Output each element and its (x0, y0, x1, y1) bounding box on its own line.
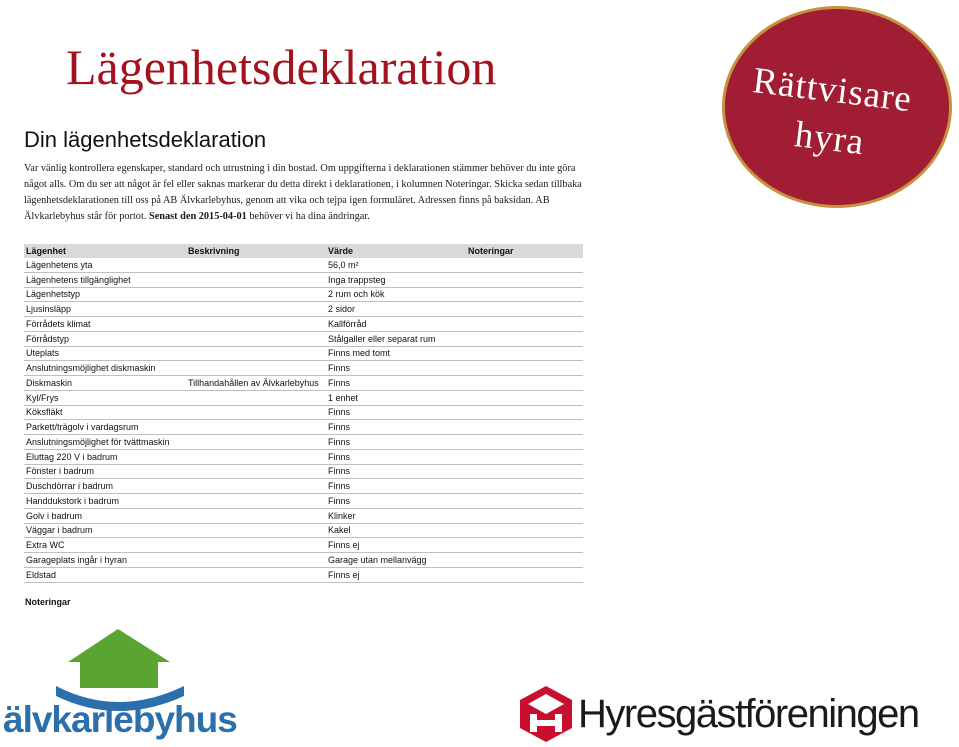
table-row (24, 258, 583, 272)
cell-noteringar (466, 376, 583, 391)
cell-noteringar (466, 258, 583, 272)
cell-lagenhet: Förrådets klimat (24, 317, 186, 332)
document-intro (24, 161, 584, 225)
cell-noteringar (466, 331, 583, 346)
column-header-lagenhet: Lägenhet (24, 244, 186, 258)
cell-noteringar (466, 390, 583, 405)
column-header-varde: Värde (326, 244, 466, 258)
column-header-beskrivning: Beskrivning (186, 244, 326, 258)
intro-text-end: behöver vi ha dina ändringar. (249, 211, 370, 223)
table-row (24, 420, 583, 435)
cell-beskrivning (186, 361, 326, 376)
rattvisare-hyra-badge (722, 6, 952, 208)
cell-beskrivning (186, 435, 326, 450)
cell-noteringar (466, 553, 583, 568)
cell-noteringar (466, 435, 583, 450)
badge-line-1: Rättvisare (750, 60, 915, 121)
hyresgastforeningen-logo-text: Hyresgästföreningen (578, 692, 919, 736)
cell-noteringar (466, 287, 583, 302)
cell-beskrivning (186, 287, 326, 302)
table-row (24, 464, 583, 479)
cell-lagenhet: Diskmaskin (24, 376, 186, 391)
cell-beskrivning (186, 553, 326, 568)
table-row (24, 479, 583, 494)
table-row (24, 405, 583, 420)
cell-lagenhet: Uteplats (24, 346, 186, 361)
cell-lagenhet: Handdukstork i badrum (24, 494, 186, 509)
cell-beskrivning (186, 258, 326, 272)
cell-beskrivning (186, 479, 326, 494)
cell-beskrivning (186, 523, 326, 538)
cell-lagenhet: Lägenhetens yta (24, 258, 186, 272)
cell-varde: Finns (326, 479, 466, 494)
cell-beskrivning (186, 302, 326, 317)
cell-varde: Finns (326, 420, 466, 435)
cell-varde: Garage utan mellanvägg (326, 553, 466, 568)
cell-noteringar (466, 272, 583, 287)
table-row (24, 567, 583, 582)
cell-lagenhet: Väggar i badrum (24, 523, 186, 538)
cell-beskrivning (186, 317, 326, 332)
document-heading: Din lägenhetsdeklaration (24, 127, 267, 152)
hyresgastforeningen-logo (516, 684, 936, 744)
cell-noteringar (466, 449, 583, 464)
declaration-table (24, 244, 583, 583)
cell-lagenhet: Köksfläkt (24, 405, 186, 420)
cell-varde: Finns ej (326, 567, 466, 582)
cell-noteringar (466, 567, 583, 582)
table-row (24, 553, 583, 568)
cell-lagenhet: Golv i badrum (24, 508, 186, 523)
cell-varde: Finns (326, 464, 466, 479)
cell-noteringar (466, 494, 583, 509)
cell-beskrivning (186, 331, 326, 346)
cell-beskrivning (186, 538, 326, 553)
column-header-noteringar: Noteringar (466, 244, 583, 258)
cell-varde: Finns (326, 449, 466, 464)
cell-varde: Inga trappsteg (326, 272, 466, 287)
cell-noteringar (466, 317, 583, 332)
cell-beskrivning: Tillhandahållen av Älvkarlebyhus (186, 376, 326, 391)
cell-noteringar (466, 538, 583, 553)
table-header-row (24, 244, 583, 258)
intro-text: Var vänlig kontrollera egenskaper, standard och utrustning i din bostad. Om uppgifterna i deklarationen stämmer behöver du inte göra något alls. Om du ser att något är fel eller saknas markerar du detta direkt i deklarationen, i kolumnen Noteringar. Skicka sedan tillbaka lägenhetsdeklarationen till oss på AB Älvkarlebyhus, genom att vika och tejpa igen formuläret. Adressen finns på baksidan. AB Älvkarlebyhus står för portot. (24, 163, 582, 223)
cell-varde: Finns (326, 361, 466, 376)
cell-beskrivning (186, 390, 326, 405)
alvkarlebyhus-logo-text: älvkarlebyhus (3, 699, 237, 740)
table-row (24, 523, 583, 538)
cell-lagenhet: Eluttag 220 V i badrum (24, 449, 186, 464)
cell-varde: Finns (326, 405, 466, 420)
cell-lagenhet: Lägenhetens tillgänglighet (24, 272, 186, 287)
cell-noteringar (466, 420, 583, 435)
cell-noteringar (466, 464, 583, 479)
cell-varde: 56,0 m² (326, 258, 466, 272)
cell-beskrivning (186, 567, 326, 582)
table-row (24, 508, 583, 523)
table-row (24, 494, 583, 509)
cell-lagenhet: Anslutningsmöjlighet för tvättmaskin (24, 435, 186, 450)
table-row (24, 361, 583, 376)
table-row (24, 302, 583, 317)
table-row (24, 449, 583, 464)
table-row (24, 538, 583, 553)
cell-beskrivning (186, 508, 326, 523)
table-row (24, 390, 583, 405)
cell-lagenhet: Ljusinsläpp (24, 302, 186, 317)
table-row (24, 331, 583, 346)
cell-lagenhet: Fönster i badrum (24, 464, 186, 479)
cell-noteringar (466, 361, 583, 376)
cell-lagenhet: Eldstad (24, 567, 186, 582)
cell-lagenhet: Duschdörrar i badrum (24, 479, 186, 494)
cell-varde: Klinker (326, 508, 466, 523)
table-row (24, 346, 583, 361)
cell-varde: Finns (326, 494, 466, 509)
table-row (24, 287, 583, 302)
cell-varde: Stålgaller eller separat rum (326, 331, 466, 346)
alvkarlebyhus-logo (0, 626, 237, 747)
intro-deadline: Senast den 2015-04-01 (148, 211, 247, 223)
cell-varde: Finns (326, 376, 466, 391)
cell-lagenhet: Förrådstyp (24, 331, 186, 346)
cell-beskrivning (186, 405, 326, 420)
cell-beskrivning (186, 494, 326, 509)
table-row (24, 317, 583, 332)
cell-varde: Finns med tomt (326, 346, 466, 361)
cell-beskrivning (186, 346, 326, 361)
table-row (24, 376, 583, 391)
cell-varde: Finns (326, 435, 466, 450)
cell-varde: Kakel (326, 523, 466, 538)
cell-lagenhet: Kyl/Frys (24, 390, 186, 405)
table-row (24, 435, 583, 450)
cell-beskrivning (186, 464, 326, 479)
cell-lagenhet: Extra WC (24, 538, 186, 553)
cell-beskrivning (186, 449, 326, 464)
cell-lagenhet: Garageplats ingår i hyran (24, 553, 186, 568)
badge-line-2: hyra (792, 114, 867, 164)
cell-varde: 2 sidor (326, 302, 466, 317)
cell-varde: 1 enhet (326, 390, 466, 405)
hyresgastforeningen-cube-icon (516, 684, 576, 744)
cell-noteringar (466, 508, 583, 523)
cell-noteringar (466, 302, 583, 317)
cell-varde: 2 rum och kök (326, 287, 466, 302)
table-row (24, 272, 583, 287)
cell-varde: Kallförråd (326, 317, 466, 332)
table-body (24, 258, 583, 582)
cell-noteringar (466, 523, 583, 538)
notes-label: Noteringar (25, 597, 71, 607)
cell-beskrivning (186, 420, 326, 435)
cell-noteringar (466, 405, 583, 420)
cell-lagenhet: Parkett/trägolv i vardagsrum (24, 420, 186, 435)
cell-varde: Finns ej (326, 538, 466, 553)
cell-lagenhet: Anslutningsmöjlighet diskmaskin (24, 361, 186, 376)
slide-title: Lägenhetsdeklaration (66, 39, 497, 95)
cell-lagenhet: Lägenhetstyp (24, 287, 186, 302)
cell-noteringar (466, 479, 583, 494)
declaration-document (24, 128, 584, 225)
cell-beskrivning (186, 272, 326, 287)
cell-noteringar (466, 346, 583, 361)
